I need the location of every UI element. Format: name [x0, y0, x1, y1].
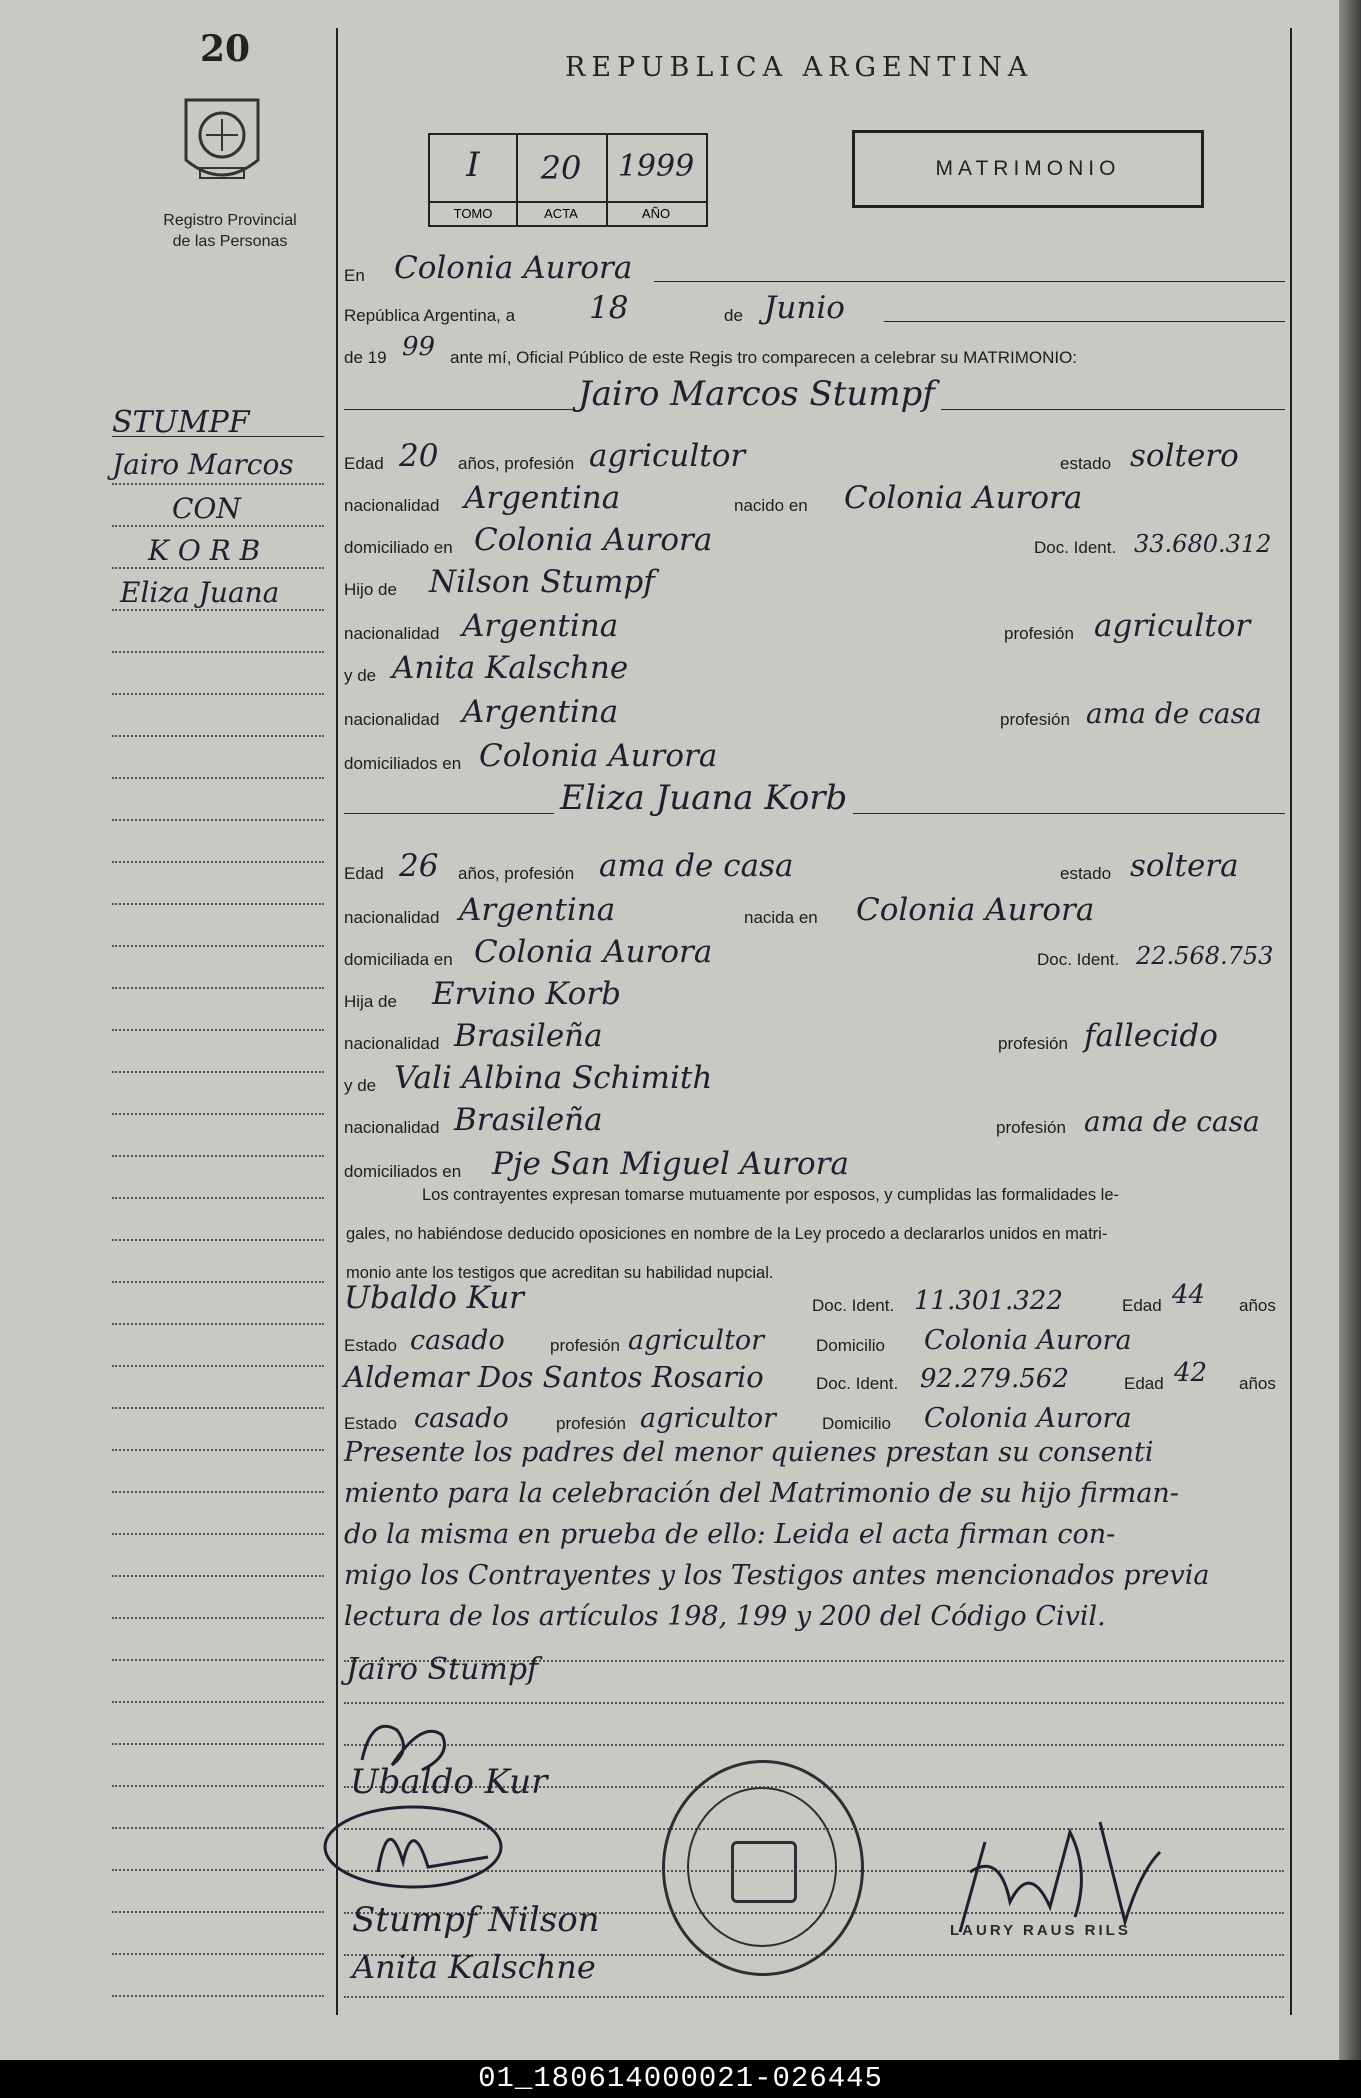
- margin-rule: [112, 1995, 324, 1997]
- bride-mother-nac: Brasileña: [454, 1102, 603, 1138]
- groom-yde-label: y de: [344, 666, 377, 685]
- bride-father-prof-label: profesión: [998, 1034, 1068, 1053]
- groom-nac: Argentina: [464, 480, 621, 516]
- bride-nacida-label: nacida en: [744, 908, 818, 927]
- registry-line2: de las Personas: [172, 233, 288, 250]
- date-label-republica: República Argentina, a: [344, 306, 516, 325]
- groom-nacido-label: nacido en: [734, 496, 808, 515]
- margin-rule: [112, 945, 324, 947]
- margin-rule: [112, 819, 324, 821]
- bride-mother-nac-label: nacionalidad: [344, 1118, 440, 1137]
- notes-line: lectura de los artículos 198, 199 y 200 del Código Civil.: [344, 1601, 1106, 1632]
- margin-rule: [112, 903, 324, 905]
- fill-line: [654, 281, 1285, 282]
- margin-rule: [112, 777, 324, 779]
- margin-rule: [112, 609, 324, 611]
- bride-nac: Argentina: [459, 892, 616, 928]
- margin-rule: [112, 1491, 324, 1493]
- witness2-dom-label: Domicilio: [822, 1414, 891, 1433]
- signature-witness2-icon: [318, 1792, 548, 1907]
- ruled-line: [344, 1702, 1284, 1704]
- bride-parents-dom: Pje San Miguel Aurora: [492, 1146, 849, 1182]
- margin-rule: [112, 1743, 324, 1745]
- groom-doc: 33.680.312: [1134, 530, 1272, 558]
- ano-label: AÑO: [606, 201, 706, 225]
- margin-rule: [112, 1953, 324, 1955]
- fill-line: [884, 321, 1285, 322]
- groom-prof: agricultor: [589, 438, 746, 474]
- notes-line: migo los Contrayentes y los Testigos antes mencionados previa: [344, 1560, 1210, 1591]
- bride-doc-label: Doc. Ident.: [1037, 950, 1120, 969]
- witness1-estado: casado: [410, 1325, 505, 1356]
- date-month: Junio: [764, 290, 845, 326]
- bride-father-nac-label: nacionalidad: [344, 1034, 440, 1053]
- witness2-edad-label: Edad: [1124, 1374, 1164, 1393]
- notes-block: [344, 1432, 1284, 1637]
- groom-mother-prof: ama de casa: [1086, 697, 1262, 730]
- groom-mother-nac: Argentina: [462, 694, 619, 730]
- declaration-line: gales, no habiéndose deducido oposiciones en nombre de la Ley procedo a declararlos unidos en matri-: [346, 1225, 1108, 1243]
- ano-cell: [606, 135, 706, 225]
- witness1-edad-label: Edad: [1122, 1296, 1162, 1315]
- groom-father-prof: agricultor: [1094, 608, 1251, 644]
- date-label-year: de 19: [344, 348, 387, 367]
- margin-rule: [112, 1449, 324, 1451]
- officer-stamp: LAURY RAUS RILS: [950, 1922, 1131, 1939]
- margin-rule: [112, 1701, 324, 1703]
- margin-rule: [112, 1323, 324, 1325]
- groom-dom: Colonia Aurora: [474, 522, 713, 558]
- declaration-line: Los contrayentes expresan tomarse mutuamente por esposos, y cumplidas las formalidades le-: [422, 1186, 1120, 1204]
- tomo-value: I: [466, 145, 480, 185]
- acta-label: ACTA: [516, 201, 606, 225]
- bride-yde-label: y de: [344, 1076, 377, 1095]
- witness1-prof-label: profesión: [550, 1336, 620, 1355]
- declaration-line: monio ante los testigos que acreditan su habilidad nupcial.: [346, 1264, 774, 1282]
- groom-name: Jairo Marcos Stumpf: [572, 374, 941, 414]
- bride-prof-label: años, profesión: [458, 864, 575, 883]
- notes-line: do la misma en prueba de ello: Leida el acta firman con-: [344, 1519, 1116, 1550]
- groom-edad: 20: [399, 438, 439, 474]
- margin-surname-bride: K O R B: [148, 534, 261, 567]
- witness2-doc: 92.279.562: [920, 1364, 1069, 1394]
- margin-name-groom: Jairo Marcos: [112, 448, 294, 481]
- witness2-edad: 42: [1174, 1358, 1208, 1388]
- groom-nac-label: nacionalidad: [344, 496, 440, 515]
- bride-nac-label: nacionalidad: [344, 908, 440, 927]
- bride-edad: 26: [399, 848, 439, 884]
- groom-nacido: Colonia Aurora: [844, 480, 1083, 516]
- witness2-prof: agricultor: [640, 1403, 777, 1434]
- registry-line1: Registro Provincial: [163, 212, 297, 229]
- margin-rule: [112, 1155, 324, 1157]
- witness1-dom-label: Domicilio: [816, 1336, 885, 1355]
- tomo-label: TOMO: [430, 201, 516, 225]
- groom-prof-label: años, profesión: [458, 454, 575, 473]
- bride-dom-label: domiciliada en: [344, 950, 453, 969]
- witness1-anos: años: [1239, 1296, 1276, 1315]
- bride-father: Ervino Korb: [432, 976, 622, 1012]
- witness1-edad: 44: [1172, 1280, 1206, 1310]
- margin-rule: [112, 1281, 324, 1283]
- margin-rule: [112, 1239, 324, 1241]
- margin-surname-groom: STUMPF: [112, 405, 250, 440]
- margin-rule: [112, 735, 324, 737]
- groom-hijo-label: Hijo de: [344, 580, 397, 599]
- act-type-box: MATRIMONIO: [852, 130, 1204, 208]
- ruled-line: [344, 1744, 1284, 1746]
- right-border: [1290, 28, 1292, 2015]
- margin-rule: [112, 1827, 324, 1829]
- bride-nacida: Colonia Aurora: [856, 892, 1095, 928]
- file-id-footer: 01_180614000021-026445: [0, 2060, 1361, 2098]
- tomo-cell: [430, 135, 518, 225]
- margin-divider: [336, 28, 338, 2015]
- witness1-doc-label: Doc. Ident.: [812, 1296, 895, 1315]
- groom-father: Nilson Stumpf: [429, 564, 655, 600]
- bride-estado-label: estado: [1060, 864, 1112, 883]
- witness2-dom: Colonia Aurora: [924, 1403, 1132, 1434]
- notes-line: Presente los padres del menor quienes prestan su consenti: [344, 1437, 1154, 1468]
- groom-doc-label: Doc. Ident.: [1034, 538, 1117, 557]
- groom-estado-label: estado: [1060, 454, 1112, 473]
- signature-father: Stumpf Nilson: [352, 1900, 600, 1940]
- bride-doms-label: domiciliados en: [344, 1162, 462, 1181]
- province-seal-icon: [176, 90, 268, 194]
- page-number: 20: [200, 28, 251, 70]
- bride-estado: soltera: [1130, 848, 1239, 884]
- witness1-estado-label: Estado: [344, 1336, 397, 1355]
- date-label-ante: ante mí, Oficial Público de este Regis tro comparecen a celebrar su MATRIMONIO:: [450, 348, 1078, 367]
- acta-cell: [516, 135, 608, 225]
- bride-prof: ama de casa: [599, 848, 794, 884]
- registry-label: [130, 210, 330, 252]
- bride-father-nac: Brasileña: [454, 1018, 603, 1054]
- groom-edad-label: Edad: [344, 454, 384, 473]
- date-day: 18: [589, 290, 629, 326]
- place-value: Colonia Aurora: [394, 250, 633, 286]
- margin-rule: [112, 483, 324, 485]
- bride-mother-prof-label: profesión: [996, 1118, 1066, 1137]
- date-label-de: de: [724, 306, 743, 325]
- witness2-estado: casado: [414, 1403, 509, 1434]
- groom-dom-label: domiciliado en: [344, 538, 453, 557]
- margin-rule: [112, 1071, 324, 1073]
- country-title: REPUBLICA ARGENTINA: [565, 52, 1034, 83]
- ano-value: 1999: [617, 149, 695, 184]
- margin-rule: [112, 1029, 324, 1031]
- margin-rule: [112, 1533, 324, 1535]
- margin-rule: [112, 1197, 324, 1199]
- groom-doms-label: domiciliados en: [344, 754, 462, 773]
- margin-name-bride: Eliza Juana: [120, 576, 280, 609]
- witness2-prof-label: profesión: [556, 1414, 626, 1433]
- margin-con: CON: [172, 492, 241, 525]
- bride-edad-label: Edad: [344, 864, 384, 883]
- margin-underline: [112, 436, 324, 437]
- margin-rule: [112, 861, 324, 863]
- margin-rule: [112, 1659, 324, 1661]
- bride-doc: 22.568.753: [1136, 942, 1274, 970]
- witness2-doc-label: Doc. Ident.: [816, 1374, 899, 1393]
- bride-father-prof: fallecido: [1084, 1018, 1218, 1054]
- groom-mother-prof-label: profesión: [1000, 710, 1070, 729]
- groom-mother: Anita Kalschne: [392, 650, 629, 686]
- official-seal-icon: [662, 1760, 864, 1976]
- reference-box: [428, 133, 708, 227]
- groom-parents-dom: Colonia Aurora: [479, 738, 718, 774]
- signature-witness1: Ubaldo Kur: [350, 1762, 548, 1802]
- margin-rule: [112, 1785, 324, 1787]
- bride-mother-prof: ama de casa: [1084, 1105, 1260, 1138]
- place-label: En: [344, 266, 365, 285]
- notes-line: miento para la celebración del Matrimonio de su hijo firman-: [344, 1478, 1179, 1509]
- bride-name: Eliza Juana Korb: [554, 778, 853, 818]
- declaration-text: [346, 1176, 1276, 1293]
- ruled-line: [344, 1996, 1284, 1998]
- witness1-name: Ubaldo Kur: [344, 1280, 524, 1316]
- bride-mother: Vali Albina Schimith: [394, 1060, 713, 1096]
- signature-mother: Anita Kalschne: [352, 1948, 596, 1986]
- date-year: 99: [402, 332, 436, 362]
- margin-rule: [112, 1575, 324, 1577]
- bride-dom: Colonia Aurora: [474, 934, 713, 970]
- margin-rule: [112, 1617, 324, 1619]
- witness2-anos: años: [1239, 1374, 1276, 1393]
- bride-hija-label: Hija de: [344, 992, 397, 1011]
- margin-rule: [112, 525, 324, 527]
- margin-rule: [112, 1869, 324, 1871]
- witness1-prof: agricultor: [628, 1325, 765, 1356]
- groom-estado: soltero: [1130, 438, 1239, 474]
- margin-rule: [112, 1113, 324, 1115]
- margin-rule: [112, 1407, 324, 1409]
- witness1-doc: 11.301.322: [914, 1286, 1063, 1316]
- margin-rule: [112, 1365, 324, 1367]
- seal-emblem: [731, 1841, 797, 1903]
- witness2-name: Aldemar Dos Santos Rosario: [344, 1360, 764, 1394]
- margin-rule: [112, 651, 324, 653]
- book-edge: [1339, 0, 1361, 2060]
- margin-rule: [112, 693, 324, 695]
- acta-value: 20: [540, 149, 582, 187]
- witness2-estado-label: Estado: [344, 1414, 397, 1433]
- groom-mother-nac-label: nacionalidad: [344, 710, 440, 729]
- margin-rule: [112, 567, 324, 569]
- margin-rule: [112, 1911, 324, 1913]
- witness1-dom: Colonia Aurora: [924, 1325, 1132, 1356]
- margin-rule: [112, 987, 324, 989]
- signature-groom: Jairo Stumpf: [346, 1652, 539, 1687]
- groom-father-nac: Argentina: [462, 608, 619, 644]
- groom-father-nac-label: nacionalidad: [344, 624, 440, 643]
- groom-father-prof-label: profesión: [1004, 624, 1074, 643]
